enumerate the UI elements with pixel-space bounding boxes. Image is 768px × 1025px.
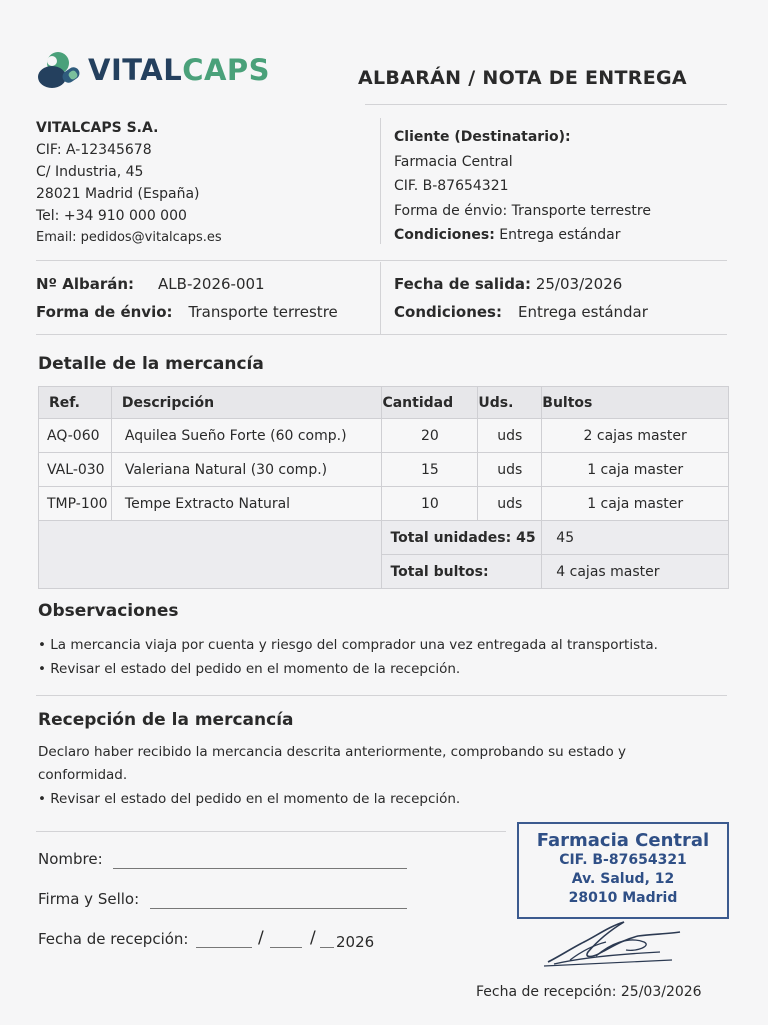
client-label: Cliente (Destinatario): <box>394 129 571 145</box>
document-title: ALBARÁN / NOTA DE ENTREGA <box>358 67 687 89</box>
company-cif: CIF: A-12345678 <box>36 142 152 158</box>
goods-table-header <box>39 387 729 419</box>
total-units-value: 45 <box>542 521 729 555</box>
albaran-value: ALB-2026-001 <box>158 275 265 293</box>
cell-units: uds <box>478 419 542 453</box>
cell-units: uds <box>478 453 542 487</box>
pharmacy-stamp <box>517 822 729 919</box>
name-label: Nombre: <box>38 850 103 868</box>
signature-label: Firma y Sello: <box>38 890 140 908</box>
brand-part-1: VITAL <box>88 53 183 87</box>
capsule-logo-icon <box>36 48 84 92</box>
brand-part-2: CAPS <box>182 53 271 87</box>
conditions-label: Condiciones: <box>394 303 502 321</box>
company-email: Email: pedidos@vitalcaps.es <box>36 230 222 245</box>
list-item: • La mercancia viaja por cuenta y riesgo del comprador una vez entregada al transportista. <box>38 633 658 657</box>
cell-ref: VAL-030 <box>39 453 112 487</box>
reception-day-field[interactable] <box>196 947 252 948</box>
cell-description: Aquilea Sueño Forte (60 comp.) <box>111 419 382 453</box>
col-header-packages: Bultos <box>542 387 729 419</box>
client-block <box>394 125 651 248</box>
cell-ref: AQ-060 <box>39 419 112 453</box>
name-field[interactable] <box>113 868 407 869</box>
col-header-quantity: Cantidad <box>382 387 478 419</box>
albaran-label: Nº Albarán: <box>36 275 135 293</box>
divider-4 <box>36 831 506 832</box>
cell-description: Valeriana Natural (30 comp.) <box>111 453 382 487</box>
shipping-value: Transporte terrestre <box>188 303 338 321</box>
company-block <box>36 117 222 249</box>
cell-description: Tempe Extracto Natural <box>111 487 382 521</box>
shipping-label: Forma de énvio: <box>36 303 173 321</box>
reception-date-label: Fecha de recepción: <box>38 930 189 948</box>
client-shipping-value: Transporte terrestre <box>511 202 651 219</box>
meta-right <box>394 270 648 326</box>
observations-list <box>38 633 658 681</box>
company-name: VITALCAPS S.A. <box>36 120 159 136</box>
goods-table <box>38 386 729 589</box>
header-vertical-divider <box>380 118 381 244</box>
conditions-value: Entrega estándar <box>518 303 648 321</box>
reception-line-2: conformidad. <box>38 767 128 783</box>
total-units-label: Total unidades: 45 <box>382 521 542 555</box>
goods-section-title: Detalle de la mercancía <box>38 354 264 374</box>
cell-ref: TMP-100 <box>39 487 112 521</box>
list-item: • Revisar el estado del pedido en el momento de la recepción. <box>38 657 658 681</box>
reception-line-1: Declaro haber recibido la mercancia descrita anteriormente, comprobando su estado y <box>38 744 626 760</box>
table-row <box>39 453 729 487</box>
total-packages-label: Total bultos: <box>382 555 542 589</box>
cell-packages: 2 cajas master <box>542 419 729 453</box>
company-street: C/ Industria, 45 <box>36 164 144 180</box>
brand-logo <box>36 48 270 92</box>
reception-bullet: Revisar el estado del pedido en el momento de la recepción. <box>50 791 461 807</box>
reception-title: Recepción de la mercancía <box>38 710 294 730</box>
cell-packages: 1 caja master <box>542 487 729 521</box>
observations-title: Observaciones <box>38 601 179 621</box>
client-conditions-value: Entrega estándar <box>499 227 621 243</box>
departure-date-value: 25/03/2026 <box>535 275 623 293</box>
final-reception-date: Fecha de recepción: 25/03/2026 <box>476 984 702 1000</box>
totals-blank-cell <box>39 521 382 589</box>
meta-left <box>36 270 338 326</box>
stamp-city: 28010 Madrid <box>568 890 678 906</box>
company-tel: Tel: +34 910 000 000 <box>36 208 187 224</box>
reception-year: 2026 <box>336 933 375 951</box>
cell-quantity: 20 <box>382 419 478 453</box>
cell-units: uds <box>478 487 542 521</box>
cell-quantity: 10 <box>382 487 478 521</box>
signature-field[interactable] <box>150 908 407 909</box>
stamp-cif: CIF. B-87654321 <box>559 852 687 868</box>
departure-date-label: Fecha de salida: <box>394 275 532 293</box>
client-cif: CIF. B-87654321 <box>394 178 509 194</box>
client-conditions-label: Condiciones: <box>394 227 495 243</box>
col-header-description: Descripción <box>111 387 382 419</box>
brand-wordmark <box>88 53 270 87</box>
date-slash-2: / <box>310 928 316 948</box>
stamp-name: Farmacia Central <box>536 830 710 851</box>
title-divider <box>365 104 727 105</box>
table-row <box>39 487 729 521</box>
divider-2 <box>36 334 727 335</box>
col-header-units: Uds. <box>478 387 542 419</box>
divider-3 <box>36 695 727 696</box>
reception-month-field[interactable] <box>270 947 302 948</box>
client-shipping-label: Forma de énvio: <box>394 202 508 219</box>
table-row <box>39 419 729 453</box>
client-name: Farmacia Central <box>394 153 513 170</box>
stamp-address: Av. Salud, 12 <box>571 871 675 887</box>
meta-vertical-divider <box>380 262 381 334</box>
cell-quantity: 15 <box>382 453 478 487</box>
company-city: 28021 Madrid (España) <box>36 186 200 202</box>
date-slash-1: / <box>258 928 264 948</box>
col-header-ref: Ref. <box>39 387 112 419</box>
total-packages-value: 4 cajas master <box>542 555 729 589</box>
reception-year-prefix-field[interactable] <box>320 947 334 948</box>
reception-text: Declaro haber recibido la mercancia descrita anteriormente, comprobando su estado y conformidad. • Revisar el estado del pedido en el momento de la recepción. <box>38 741 626 811</box>
divider-1 <box>36 260 727 261</box>
totals-row-units <box>39 521 729 555</box>
handwritten-signature-icon <box>540 918 690 970</box>
cell-packages: 1 caja master <box>542 453 729 487</box>
